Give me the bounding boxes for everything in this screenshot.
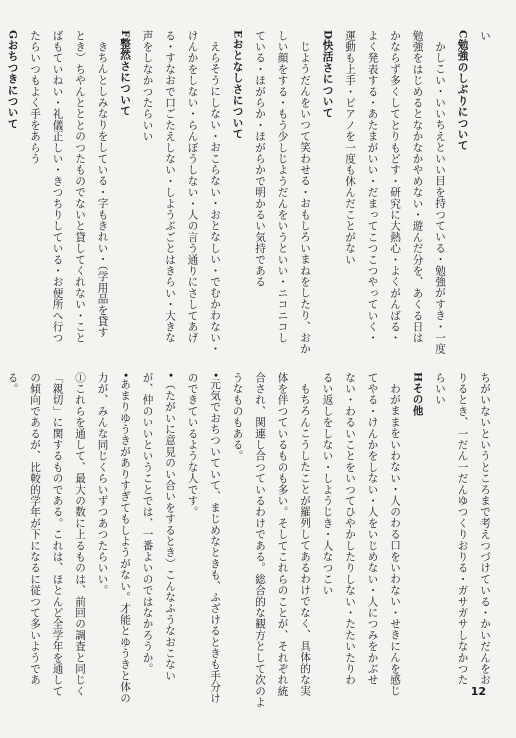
text-line: 体を伴つているものも多い。そしてこれらのことが、それぞれ統 (276, 372, 289, 697)
text-line: わがままをいわない・人のわる口をいわない・せきにんを感じ (389, 383, 401, 697)
page-number: 12 (470, 685, 486, 698)
section-heading: F整然さについて (119, 30, 131, 117)
text-line: たらいつもよく手をあらう (29, 30, 41, 165)
text-line: しい顔をする・もう少しじようだんをいうといい・ニコニコし (276, 30, 289, 344)
text-line: 力が、みんな同じくらいずつあつたらいい。 (96, 372, 109, 596)
text-line: らいい (434, 372, 446, 406)
text-line: えらそうにしない・おこらない・おとなしい・でむかわない・ (209, 41, 221, 355)
text-line: ①これらを通して、最大の数に上るものは、前回の調査と同じく (74, 372, 86, 697)
text-line: ちがいないというところまで考えつづけている・かいだんをお (479, 372, 491, 686)
text-line: きちんとしみなりをしている・字もきれい・（学用品を貸す (96, 41, 109, 339)
section-heading: Gおちつきについて (6, 30, 19, 130)
text-line: の傾向であるが、比較的学年が下になるに従つて多いようであ (29, 372, 41, 686)
text-line: よく発表する・あたまがいい・だまってこつこつやっていく・ (366, 30, 379, 344)
text-line: かならず多くしてとりもどす・研究に大熱心・よくがんばる・ (389, 30, 401, 344)
text-line: けんかをしない・らんぼうしない・人の言う通りにさしてあげ (186, 30, 199, 344)
section-heading: Hその他 (411, 372, 424, 417)
section-heading: Eおとなしさについて (231, 30, 244, 140)
upper-text-block (6, 30, 496, 355)
text-line: かしこい・いいちえといい目を持つている・勉強がすき・一度 (434, 41, 446, 355)
text-line: りるとき、一だん一だんゆつくりおりる・ガサガサしなかつた (456, 372, 469, 686)
text-line: ない・わるいことをいつてひやかしたりしない・たたいたりわ (344, 372, 356, 686)
text-line: ばもていねい・礼儀正しい・きつちりしている・お便所へ行つ (51, 30, 64, 344)
text-line (0, 372, 1, 677)
text-line: じようだんをいつて笑わせる・おもしろいまねをしたり、おか (299, 41, 311, 355)
text-line: る。 (6, 372, 19, 395)
text-line: てやる・けんかをしない・人をいじめない・人につみをかぶせ (366, 372, 379, 686)
text-line: るい返しをしない・しようじき・人なつこい (321, 372, 334, 596)
text-line: る・すなおで口ごたえしない・しようぶごとはきらい・大きな (164, 30, 176, 344)
text-line: ている・ほがらか・ほがらかで明かるい気持である (254, 30, 266, 288)
text-line: とき）ちやんとととのつたものでないと貸してくれない・こと (74, 30, 86, 344)
text-line: い (479, 30, 491, 42)
text-line: 声をしなかつたらいい (141, 30, 154, 142)
text-line: のできているような人です。 (186, 372, 199, 518)
text-line: もちろんこうしたことが羅列してあるわけでなく、具体的な実 (299, 383, 311, 697)
text-line: •（たがいに意見のい合いをするとき）こんなふうなおこない (164, 372, 176, 682)
section-heading: C勉強のしぶりについて (456, 30, 469, 152)
text-line: •あまりゆうきがありすぎてもしようがない。才能とゆうきと体の (119, 372, 131, 704)
text-line (0, 30, 1, 342)
text-line: 運動も上手・ピアノを一度も休んだことがない (344, 30, 356, 266)
text-line: 「親切」に関するものである。これは、ほとんど全学年を通して (51, 372, 64, 697)
text-line: うなものもある。 (231, 372, 244, 462)
text-line: •元気でおちついていて、まじめなときも、ふざけるときも手分け (209, 372, 221, 704)
text-line: 合され、関連し合つているわけである。総合的な観方として次のよ (254, 372, 266, 708)
text-line: が、仲のいいということでは、一番よいのではなかろうか。 (141, 372, 154, 675)
text-line: 勉強をはじめるとなかなかやめない・遊んだ分を、あくる日は (411, 30, 424, 344)
section-heading: D快活さについて (321, 30, 334, 119)
